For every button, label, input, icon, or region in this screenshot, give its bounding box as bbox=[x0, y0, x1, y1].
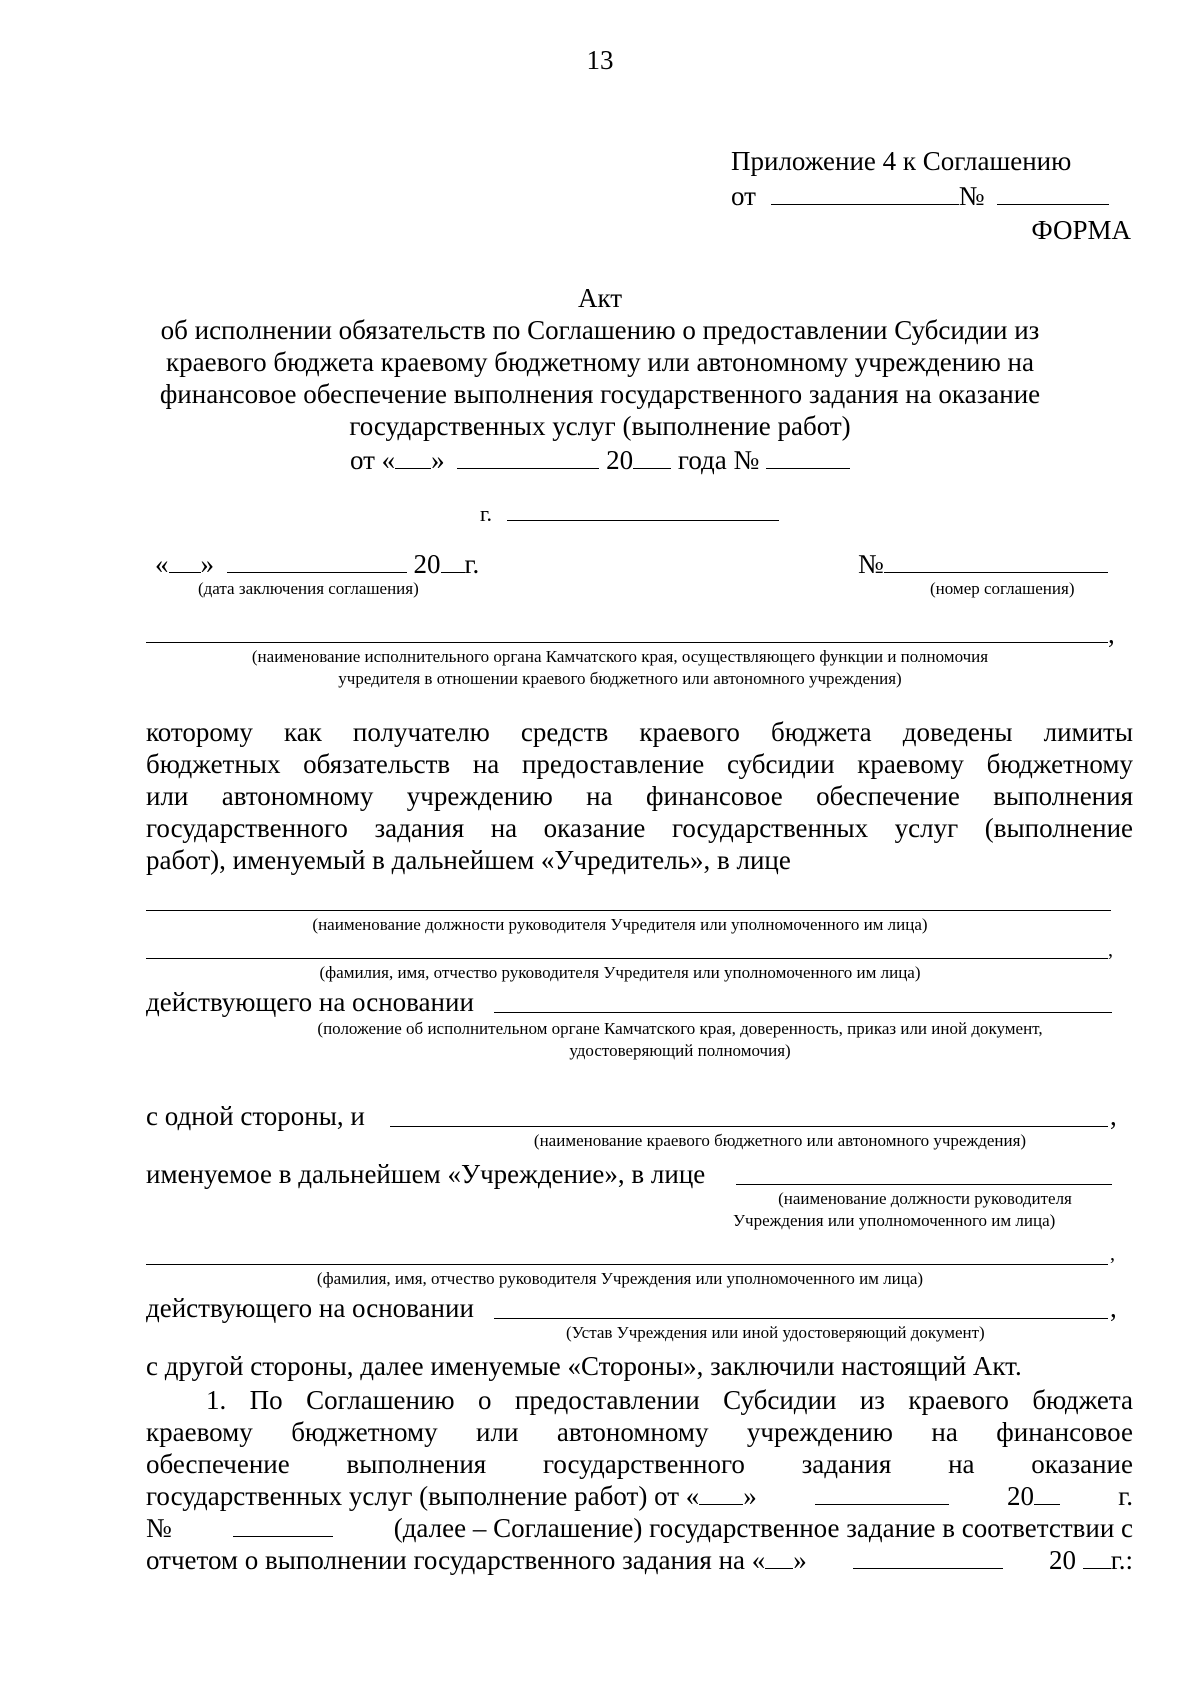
clause-line-4 bbox=[146, 1480, 1133, 1512]
act-subtitle-line2: краевого бюджета краевому бюджетному или автономному учреждению на bbox=[166, 347, 1034, 377]
clause-report-text: отчетом о выполнении государственного задания на « bbox=[146, 1545, 766, 1575]
act-subtitle-line3: финансовое обеспечение выполнения государственного задания на оказание bbox=[159, 379, 1041, 409]
clause-line: обеспечение выполнения государственного задания на оказание bbox=[146, 1449, 1133, 1479]
act-month-blank bbox=[457, 444, 599, 469]
clause-report-close: » bbox=[793, 1545, 807, 1575]
institution-name-comma: , bbox=[1110, 1101, 1117, 1131]
agreement-month-blank bbox=[227, 548, 407, 573]
act-year: 20 bbox=[606, 445, 634, 475]
institution-position-caption-line1: (наименование должности руководителя bbox=[778, 1189, 1072, 1208]
clause-line: 1. По Соглашению о предоставлении Субсидии из краевого бюджета bbox=[206, 1385, 1133, 1415]
appendix-number-blank bbox=[997, 180, 1109, 205]
form-label: ФОРМА bbox=[1031, 215, 1131, 245]
clause-number-sign: № bbox=[146, 1513, 172, 1543]
act-date-from: от « bbox=[349, 445, 396, 475]
institution-head-name-blank bbox=[146, 1264, 1108, 1265]
organ-name-blank bbox=[146, 642, 1108, 643]
agreement-number-row bbox=[858, 548, 1108, 580]
appendix-date-row bbox=[731, 180, 1109, 212]
founder-name-blank bbox=[146, 958, 1108, 959]
act-date-row bbox=[100, 444, 1100, 476]
institution-head-name-caption: (фамилия, имя, отчество руководителя Учреждения или уполномоченного им лица) bbox=[316, 1269, 924, 1288]
appendix-title: Приложение 4 к Соглашению bbox=[731, 146, 1072, 176]
institution-basis-caption: (Устав Учреждения или иной удостоверяющий документ) bbox=[566, 1323, 985, 1342]
founder-position-caption: (наименование должности руководителя Учредителя или уполномоченного им лица) bbox=[312, 915, 928, 934]
clause-report-day-blank bbox=[765, 1544, 793, 1569]
appendix-date-blank bbox=[771, 180, 959, 205]
named-institution-label: именуемое в дальнейшем «Учреждение», в лице bbox=[146, 1159, 706, 1189]
act-day-blank bbox=[395, 444, 431, 469]
organ-caption-line1: (наименование исполнительного органа Камчатского края, осуществляющего функции и полномочия bbox=[251, 647, 989, 666]
other-side-line: с другой стороны, далее именуемые «Стороны», заключили настоящий Акт. bbox=[146, 1351, 1022, 1381]
founder-position-blank bbox=[146, 910, 1111, 911]
agreement-year: 20 bbox=[413, 549, 441, 579]
agreement-date-open: « bbox=[155, 549, 169, 579]
organ-comma: , bbox=[1108, 619, 1115, 649]
appendix-from: от bbox=[731, 181, 756, 211]
institution-name-caption: (наименование краевого бюджетного или автономного учреждения) bbox=[533, 1131, 1027, 1150]
acting-basis-label-2: действующего на основании bbox=[146, 1293, 474, 1323]
city-prefix: г. bbox=[480, 501, 493, 526]
institution-basis-comma: , bbox=[1110, 1293, 1117, 1323]
clause-number-blank bbox=[233, 1512, 333, 1537]
appendix-number-sign: № bbox=[958, 181, 985, 211]
founder-basis-caption-line1: (положение об исполнительном органе Камчатского края, доверенность, приказ или иной документ, bbox=[317, 1019, 1043, 1038]
agreement-date-row bbox=[155, 548, 479, 580]
institution-position-caption-line2: Учреждения или уполномоченного им лица) bbox=[733, 1211, 1056, 1230]
clause-report-year-blank bbox=[1083, 1544, 1111, 1569]
acting-basis-label: действующего на основании bbox=[146, 987, 474, 1017]
act-date-close: » bbox=[431, 445, 445, 475]
agreement-number-sign: № bbox=[858, 549, 884, 579]
page-number: 13 bbox=[586, 45, 614, 75]
institution-head-name-comma: , bbox=[1110, 1243, 1115, 1265]
paragraph-line: работ), именуемый в дальнейшем «Учредитель», в лице bbox=[146, 845, 791, 875]
clause-line-6 bbox=[146, 1544, 1133, 1576]
clause-line5-text: (далее – Соглашение) государственное задание в соответствии с bbox=[393, 1513, 1133, 1543]
clause-year-suffix: г. bbox=[1118, 1481, 1133, 1511]
agreement-number-blank bbox=[884, 548, 1108, 573]
act-title: Акт bbox=[577, 283, 623, 313]
agreement-date-close: » bbox=[200, 549, 214, 579]
clause-date-from: государственных услуг (выполнение работ) от « bbox=[146, 1481, 700, 1511]
city-blank bbox=[507, 496, 779, 521]
clause-report-year-suffix: г.: bbox=[1110, 1545, 1133, 1575]
clause-date-close: » bbox=[743, 1481, 757, 1511]
clause-day-blank bbox=[699, 1480, 743, 1505]
founder-name-caption: (фамилия, имя, отчество руководителя Учредителя или уполномоченного им лица) bbox=[319, 963, 921, 982]
clause-line: краевому бюджетному или автономному учреждению на финансовое bbox=[146, 1417, 1133, 1447]
act-year-suffix: года № bbox=[677, 445, 760, 475]
act-subtitle-line4: государственных услуг (выполнение работ) bbox=[349, 411, 851, 441]
clause-year-blank bbox=[1034, 1480, 1060, 1505]
paragraph-line: государственного задания на оказание государственных услуг (выполнение bbox=[146, 813, 1133, 843]
paragraph-line: бюджетных обязательств на предоставление субсидии краевому бюджетному bbox=[146, 749, 1133, 779]
one-side-label: с одной стороны, и bbox=[146, 1101, 365, 1131]
act-subtitle-line1: об исполнении обязательств по Соглашению о предоставлении Субсидии из bbox=[160, 315, 1040, 345]
paragraph-line: или автономному учреждению на финансовое обеспечение выполнения bbox=[146, 781, 1133, 811]
institution-name-blank bbox=[390, 1126, 1108, 1127]
founder-name-comma: , bbox=[1108, 939, 1113, 961]
clause-report-month-blank bbox=[853, 1544, 1003, 1569]
agreement-number-caption: (номер соглашения) bbox=[930, 579, 1075, 598]
institution-position-blank bbox=[736, 1184, 1112, 1185]
institution-basis-blank bbox=[494, 1318, 1108, 1319]
clause-year: 20 bbox=[1007, 1481, 1035, 1511]
clause-month-blank bbox=[815, 1480, 949, 1505]
clause-line-5 bbox=[146, 1512, 1133, 1544]
founder-basis-caption-line2: удостоверяющий полномочия) bbox=[569, 1041, 791, 1060]
city-row bbox=[480, 496, 779, 530]
act-year-blank bbox=[633, 444, 671, 469]
agreement-date-caption: (дата заключения соглашения) bbox=[198, 579, 419, 598]
agreement-year-suffix: г. bbox=[464, 549, 480, 579]
organ-caption-line2: учредителя в отношении краевого бюджетного или автономного учреждения) bbox=[338, 669, 902, 688]
agreement-day-blank bbox=[169, 548, 201, 573]
agreement-year-blank bbox=[441, 548, 465, 573]
founder-basis-blank bbox=[494, 1012, 1112, 1013]
clause-report-year: 20 bbox=[1048, 1545, 1076, 1575]
paragraph-line: которому как получателю средств краевого бюджета доведены лимиты bbox=[146, 717, 1133, 747]
act-number-blank bbox=[766, 444, 850, 469]
